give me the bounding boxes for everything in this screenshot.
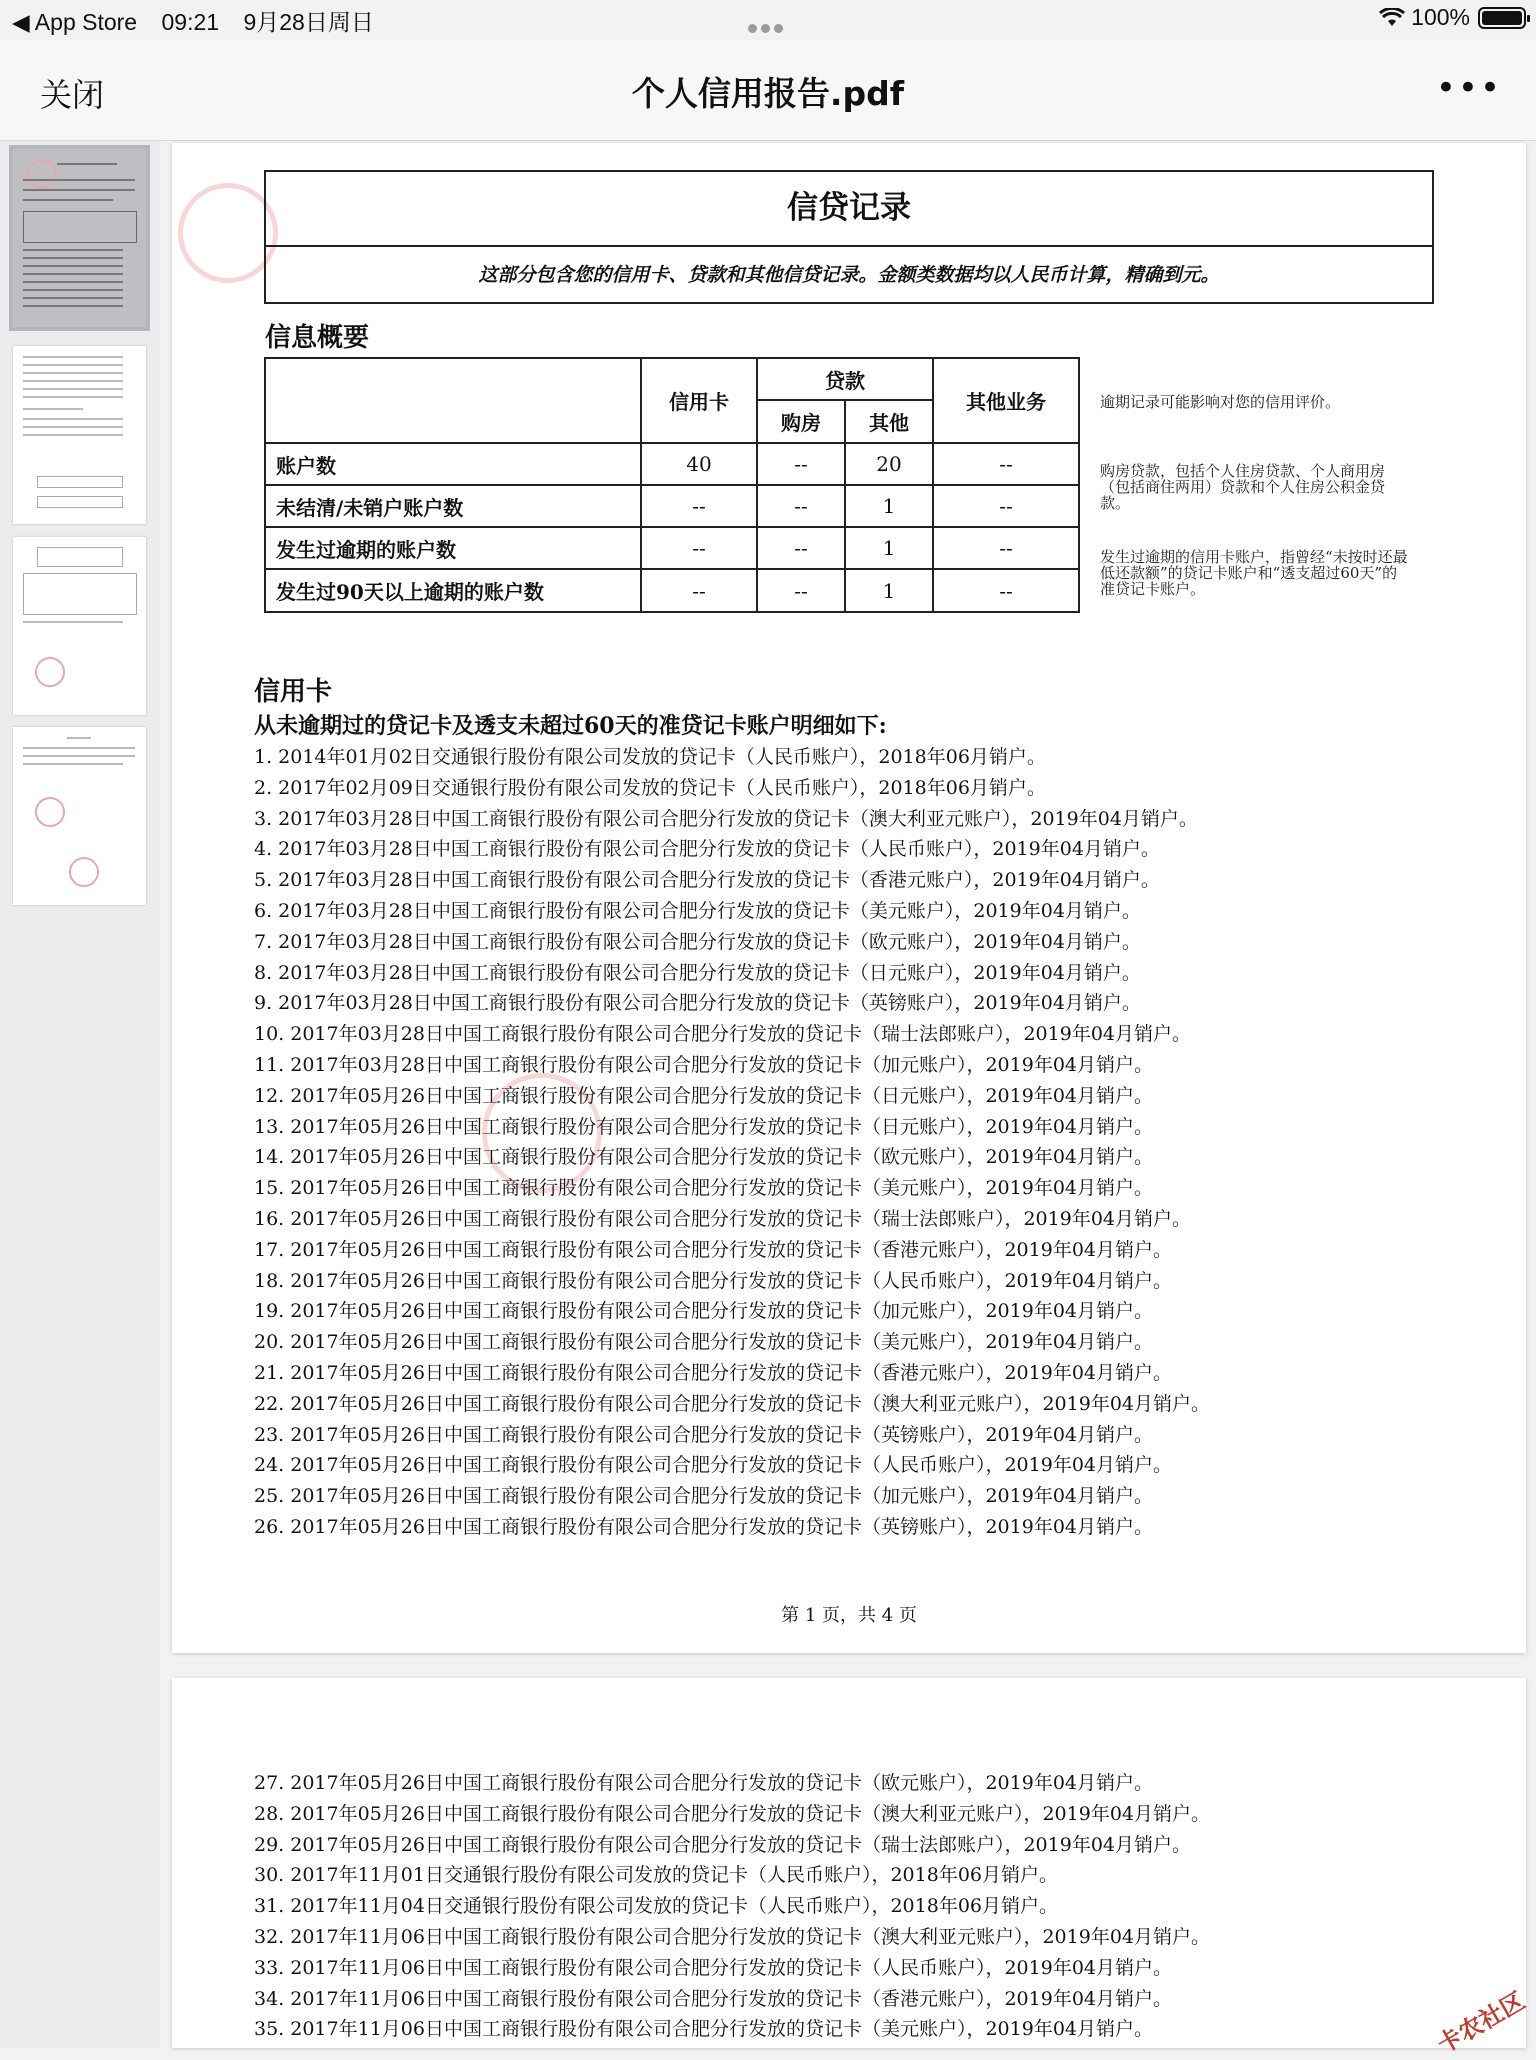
list-item: 16. 2017年05月26日中国工商银行股份有限公司合肥分行发放的贷记卡（瑞士法郎账户），2019年04月销户。 [254, 1207, 1191, 1230]
battery-icon [1478, 7, 1526, 29]
list-item: 33. 2017年11月06日中国工商银行股份有限公司合肥分行发放的贷记卡（人民币账户），2019年04月销户。 [254, 1956, 1172, 1979]
list-item: 14. 2017年05月26日中国工商银行股份有限公司合肥分行发放的贷记卡（欧元账户），2019年04月销户。 [254, 1146, 1153, 1169]
status-date: 9月28日周日 [243, 9, 374, 35]
col-house: 购房 [757, 400, 845, 443]
list-item: 8. 2017年03月28日中国工商银行股份有限公司合肥分行发放的贷记卡（日元账户），2019年04月销户。 [254, 961, 1141, 984]
note-overdue: 逾期记录可能影响对您的信用评价。 [1100, 393, 1341, 411]
list-item: 28. 2017年05月26日中国工商银行股份有限公司合肥分行发放的贷记卡（澳大利亚元账户），2019年04月销户。 [254, 1802, 1210, 1825]
summary-table [264, 357, 1080, 613]
close-button[interactable]: 关闭 [40, 76, 105, 114]
battery-percent: 100% [1411, 4, 1470, 30]
list-item: 9. 2017年03月28日中国工商银行股份有限公司合肥分行发放的贷记卡（英镑账户），2019年04月销户。 [254, 992, 1141, 1015]
back-to-app-link[interactable]: ◀ App Store [12, 9, 138, 35]
list-item: 17. 2017年05月26日中国工商银行股份有限公司合肥分行发放的贷记卡（香港元账户），2019年04月销户。 [254, 1238, 1172, 1261]
list-item: 31. 2017年11月04日交通银行股份有限公司发放的贷记卡（人民币账户），2018年06月销户。 [254, 1895, 1058, 1918]
list-item: 35. 2017年11月06日中国工商银行股份有限公司合肥分行发放的贷记卡（美元账户），2019年04月销户。 [254, 2018, 1153, 2041]
pdf-page-1 [172, 143, 1526, 1653]
list-item: 19. 2017年05月26日中国工商银行股份有限公司合肥分行发放的贷记卡（加元账户），2019年04月销户。 [254, 1300, 1153, 1323]
list-item: 34. 2017年11月06日中国工商银行股份有限公司合肥分行发放的贷记卡（香港元账户），2019年04月销户。 [254, 1987, 1172, 2010]
navigation-bar [0, 40, 1536, 141]
list-item: 20. 2017年05月26日中国工商银行股份有限公司合肥分行发放的贷记卡（美元账户），2019年04月销户。 [254, 1331, 1153, 1354]
list-item: 25. 2017年05月26日中国工商银行股份有限公司合肥分行发放的贷记卡（加元账户），2019年04月销户。 [254, 1485, 1153, 1508]
list-item: 1. 2014年01月02日交通银行股份有限公司发放的贷记卡（人民币账户），2018年06月销户。 [254, 746, 1046, 768]
col-other-business: 其他业务 [933, 358, 1079, 443]
list-item: 3. 2017年03月28日中国工商银行股份有限公司合肥分行发放的贷记卡（澳大利亚元账户），2019年04月销户。 [254, 807, 1198, 830]
list-item: 2. 2017年02月09日交通银行股份有限公司发放的贷记卡（人民币账户），2018年06月销户。 [254, 776, 1046, 799]
table-row: 账户数 40 -- 20 -- [265, 443, 1079, 485]
note-overdue-card: 发生过逾期的信用卡账户，指曾经“未按时还最低还款额”的贷记卡账户和“透支超过60天”的准贷记卡账户。 [1100, 548, 1408, 598]
list-item: 26. 2017年05月26日中国工商银行股份有限公司合肥分行发放的贷记卡（英镑账户），2019年04月销户。 [254, 1515, 1153, 1538]
page-thumbnail-4[interactable] [13, 727, 146, 905]
list-item: 27. 2017年05月26日中国工商银行股份有限公司合肥分行发放的贷记卡（欧元账户），2019年04月销户。 [254, 1772, 1153, 1794]
list-item: 15. 2017年05月26日中国工商银行股份有限公司合肥分行发放的贷记卡（美元账户），2019年04月销户。 [254, 1177, 1153, 1200]
table-row: 未结清/未销户账户数 -- -- 1 -- [265, 485, 1079, 527]
table-row: 发生过90天以上逾期的账户数 -- -- 1 -- [265, 569, 1079, 612]
list-item: 24. 2017年05月26日中国工商银行股份有限公司合肥分行发放的贷记卡（人民币账户），2019年04月销户。 [254, 1454, 1172, 1477]
document-title: 个人信用报告.pdf [631, 74, 905, 113]
status-time: 09:21 [161, 9, 220, 35]
page-thumbnail-2[interactable] [13, 346, 146, 524]
list-item: 29. 2017年05月26日中国工商银行股份有限公司合肥分行发放的贷记卡（瑞士法郎账户），2019年04月销户。 [254, 1833, 1191, 1856]
section-title: 信贷记录 [266, 172, 1432, 247]
page-thumbnail-3[interactable] [13, 537, 146, 715]
list-item: 18. 2017年05月26日中国工商银行股份有限公司合肥分行发放的贷记卡（人民币账户），2019年04月销户。 [254, 1269, 1172, 1292]
list-item: 32. 2017年11月06日中国工商银行股份有限公司合肥分行发放的贷记卡（澳大利亚元账户），2019年04月销户。 [254, 1925, 1210, 1948]
list-item: 12. 2017年05月26日中国工商银行股份有限公司合肥分行发放的贷记卡（日元账户），2019年04月销户。 [254, 1084, 1153, 1107]
list-item: 5. 2017年03月28日中国工商银行股份有限公司合肥分行发放的贷记卡（香港元账户），2019年04月销户。 [254, 869, 1160, 892]
list-item: 13. 2017年05月26日中国工商银行股份有限公司合肥分行发放的贷记卡（日元账户），2019年04月销户。 [254, 1115, 1153, 1138]
list-item: 6. 2017年03月28日中国工商银行股份有限公司合肥分行发放的贷记卡（美元账户），2019年04月销户。 [254, 899, 1141, 922]
credit-card-list-continued [254, 1768, 1210, 2045]
table-row: 发生过逾期的账户数 -- -- 1 -- [265, 527, 1079, 569]
wifi-icon [1379, 8, 1405, 28]
list-item: 7. 2017年03月28日中国工商银行股份有限公司合肥分行发放的贷记卡（欧元账户），2019年04月销户。 [254, 930, 1141, 953]
credit-card-list [254, 742, 1210, 1543]
list-item: 11. 2017年03月28日中国工商银行股份有限公司合肥分行发放的贷记卡（加元账户），2019年04月销户。 [254, 1053, 1153, 1076]
page-footer: 第 1 页，共 4 页 [781, 1605, 917, 1626]
page-thumbnail-1[interactable] [13, 149, 146, 327]
list-item: 23. 2017年05月26日中国工商银行股份有限公司合肥分行发放的贷记卡（英镑账户），2019年04月销户。 [254, 1423, 1153, 1446]
list-item: 30. 2017年11月01日交通银行股份有限公司发放的贷记卡（人民币账户），2018年06月销户。 [254, 1864, 1058, 1887]
multitasking-dots-icon[interactable] [746, 18, 785, 37]
note-house-loan: 购房贷款，包括个人住房贷款、个人商用房（包括商住两用）贷款和个人住房公积金贷款。 [1100, 462, 1386, 512]
summary-heading: 信息概要 [265, 323, 370, 353]
col-other: 其他 [845, 400, 933, 443]
col-credit: 信用卡 [641, 358, 757, 443]
community-logo: 卡农社区 [1432, 1986, 1530, 2059]
thumbnail-sidebar[interactable] [0, 141, 160, 2048]
status-bar [0, 0, 1536, 40]
list-item: 4. 2017年03月28日中国工商银行股份有限公司合肥分行发放的贷记卡（人民币账户），2019年04月销户。 [254, 838, 1160, 861]
credit-card-intro: 从未逾期过的贷记卡及透支未超过60天的准贷记卡账户明细如下: [254, 713, 887, 739]
section-subtitle: 这部分包含您的信用卡、贷款和其他信贷记录。金额类数据均以人民币计算，精确到元。 [478, 264, 1220, 286]
more-options-button[interactable]: ••• [1435, 68, 1502, 108]
list-item: 21. 2017年05月26日中国工商银行股份有限公司合肥分行发放的贷记卡（香港元账户），2019年04月销户。 [254, 1361, 1172, 1384]
list-item: 22. 2017年05月26日中国工商银行股份有限公司合肥分行发放的贷记卡（澳大利亚元账户），2019年04月销户。 [254, 1392, 1210, 1415]
list-item: 10. 2017年03月28日中国工商银行股份有限公司合肥分行发放的贷记卡（瑞士法郎账户），2019年04月销户。 [254, 1023, 1191, 1046]
section-banner [264, 170, 1434, 304]
seal-watermark [178, 183, 278, 283]
pdf-page-2 [172, 1678, 1526, 2048]
col-loan: 贷款 [757, 358, 933, 400]
credit-card-heading: 信用卡 [254, 677, 333, 707]
